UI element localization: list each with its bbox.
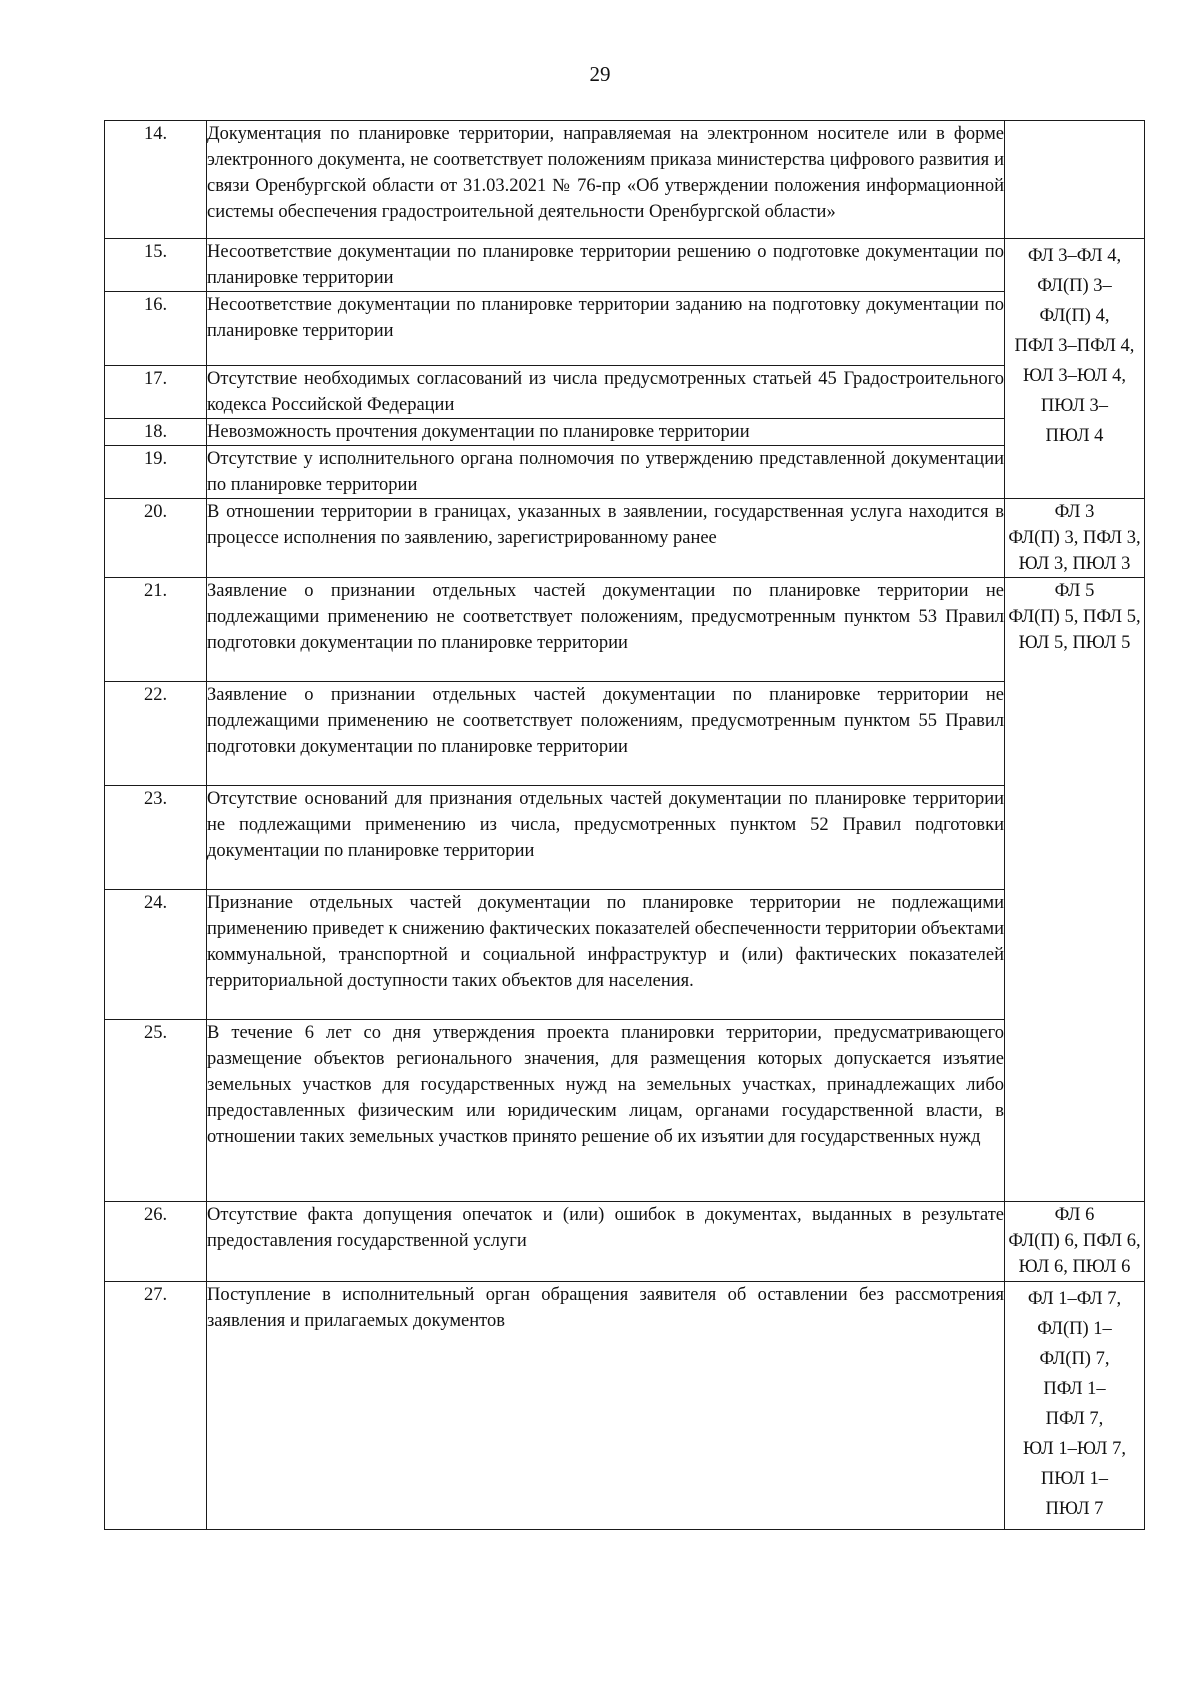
row-text: Несоответствие документации по планировке территории решению о подготовке документации по планировке территории — [207, 239, 1005, 292]
category-cell-21-25 — [1005, 578, 1145, 1202]
row-text: Невозможность прочтения документации по планировке территории — [207, 419, 1005, 446]
category-line: ЮЛ 6, ПЮЛ 6 — [1018, 1257, 1131, 1277]
row-number: 21. — [105, 578, 207, 682]
table-row — [105, 786, 1145, 890]
category-line: ПЮЛ 4 — [1045, 426, 1104, 446]
category-line: ЮЛ 5, ПЮЛ 5 — [1018, 633, 1131, 653]
category-line: ПФЛ 7, — [1045, 1409, 1104, 1429]
row-text: Отсутствие факта допущения опечаток и (или) ошибок в документах, выданных в результате предоставления государственной услуги — [207, 1202, 1005, 1282]
row-number: 23. — [105, 786, 207, 890]
row-number: 26. — [105, 1202, 207, 1282]
category-line: ФЛ 3–ФЛ 4, — [1027, 246, 1122, 266]
category-line: ФЛ(П) 5, ПФЛ 5, — [1008, 607, 1141, 627]
row-text: Несоответствие документации по планировке территории заданию на подготовку документации по планировке территории — [207, 292, 1005, 366]
category-line: ПЮЛ 3– — [1040, 396, 1109, 416]
category-line: ФЛ(П) 3, ПФЛ 3, — [1008, 528, 1141, 548]
category-line: ФЛ 3 — [1054, 502, 1095, 522]
row-text: Отсутствие у исполнительного органа полномочия по утверждению представленной документации по планировке территории — [207, 446, 1005, 499]
row-text: В отношении территории в границах, указанных в заявлении, государственная услуга находится в процессе исполнения по заявлению, зарегистрированному ранее — [207, 499, 1005, 578]
table-row — [105, 292, 1145, 366]
table-row — [105, 1202, 1145, 1282]
row-number: 18. — [105, 419, 207, 446]
table-row — [105, 419, 1145, 446]
row-text: В течение 6 лет со дня утверждения проекта планировки территории, предусматривающего размещение объектов регионального значения, для размещения которых допускается изъятие земельных участков для государственных нужд на земельных участках, принадлежащих либо предоставленных физическим или юридическим лицам, органами государственной власти, в отношении таких земельных участков принято решение об их изъятии для государственных нужд — [207, 1020, 1005, 1202]
row-number: 24. — [105, 890, 207, 1020]
row-text: Признание отдельных частей документации по планировке территории не подлежащими применению приведет к снижению фактических показателей обеспеченности территории объектами коммунальной, транспортной и социальной инфраструктур и (или) фактических показателей территориальной доступности таких объектов для населения. — [207, 890, 1005, 1020]
table-row — [105, 1282, 1145, 1530]
row-text: Поступление в исполнительный орган обращения заявителя об оставлении без рассмотрения заявления и прилагаемых документов — [207, 1282, 1005, 1530]
category-cell-empty — [1005, 121, 1145, 239]
table-row — [105, 366, 1145, 419]
row-number: 22. — [105, 682, 207, 786]
category-cell-15-19 — [1005, 239, 1145, 499]
table-row — [105, 682, 1145, 786]
category-line: ФЛ 1–ФЛ 7, — [1027, 1289, 1122, 1309]
row-number: 27. — [105, 1282, 207, 1530]
row-number: 25. — [105, 1020, 207, 1202]
row-number: 14. — [105, 121, 207, 239]
row-text: Отсутствие оснований для признания отдельных частей документации по планировке территории не подлежащими применению из числа, предусмотренных пунктом 52 Правил подготовки документации по планировке территории — [207, 786, 1005, 890]
category-line: ПФЛ 1– — [1043, 1379, 1106, 1399]
table-row — [105, 121, 1145, 239]
category-line: ФЛ(П) 7, — [1039, 1349, 1110, 1369]
row-text: Отсутствие необходимых согласований из числа предусмотренных статьей 45 Градостроительного кодекса Российской Федерации — [207, 366, 1005, 419]
row-number: 17. — [105, 366, 207, 419]
category-line: ЮЛ 3–ЮЛ 4, — [1023, 366, 1126, 386]
table-row — [105, 578, 1145, 682]
category-line: ЮЛ 3, ПЮЛ 3 — [1018, 554, 1131, 574]
category-line: ПЮЛ 7 — [1045, 1499, 1104, 1519]
category-line: ПЮЛ 1– — [1040, 1469, 1109, 1489]
category-cell-20 — [1005, 499, 1145, 578]
row-number: 15. — [105, 239, 207, 292]
row-number: 20. — [105, 499, 207, 578]
category-cell-27 — [1005, 1282, 1145, 1530]
category-cell-26 — [1005, 1202, 1145, 1282]
grounds-table — [104, 120, 1145, 1530]
table-row — [105, 890, 1145, 1020]
table-row — [105, 446, 1145, 499]
category-line: ФЛ(П) 1– — [1037, 1319, 1112, 1339]
category-line: ФЛ(П) 3– — [1037, 276, 1112, 296]
table-row — [105, 499, 1145, 578]
table-row — [105, 239, 1145, 292]
category-line: ФЛ(П) 4, — [1039, 306, 1110, 326]
category-line: ЮЛ 1–ЮЛ 7, — [1023, 1439, 1126, 1459]
category-line: ПФЛ 3–ПФЛ 4, — [1014, 336, 1135, 356]
category-line: ФЛ 6 — [1054, 1205, 1095, 1225]
page-number: 29 — [589, 62, 611, 86]
row-text: Заявление о признании отдельных частей документации по планировке территории не подлежащими применению не соответствует положениям, предусмотренным пунктом 53 Правил подготовки документации по планировке территории — [207, 578, 1005, 682]
row-text: Документация по планировке территории, направляемая на электронном носителе или в форме электронного документа, не соответствует положениям приказа министерства цифрового развития и связи Оренбургской области от 31.03.2021 № 76-пр «Об утверждении положения информационной системы обеспечения градостроительной деятельности Оренбургской области» — [207, 121, 1005, 239]
row-number: 16. — [105, 292, 207, 366]
category-line: ФЛ 5 — [1054, 581, 1095, 601]
row-number: 19. — [105, 446, 207, 499]
category-line: ФЛ(П) 6, ПФЛ 6, — [1008, 1231, 1141, 1251]
table-row — [105, 1020, 1145, 1202]
row-text: Заявление о признании отдельных частей документации по планировке территории не подлежащими применению не соответствует положениям, предусмотренным пунктом 55 Правил подготовки документации по планировке территории — [207, 682, 1005, 786]
